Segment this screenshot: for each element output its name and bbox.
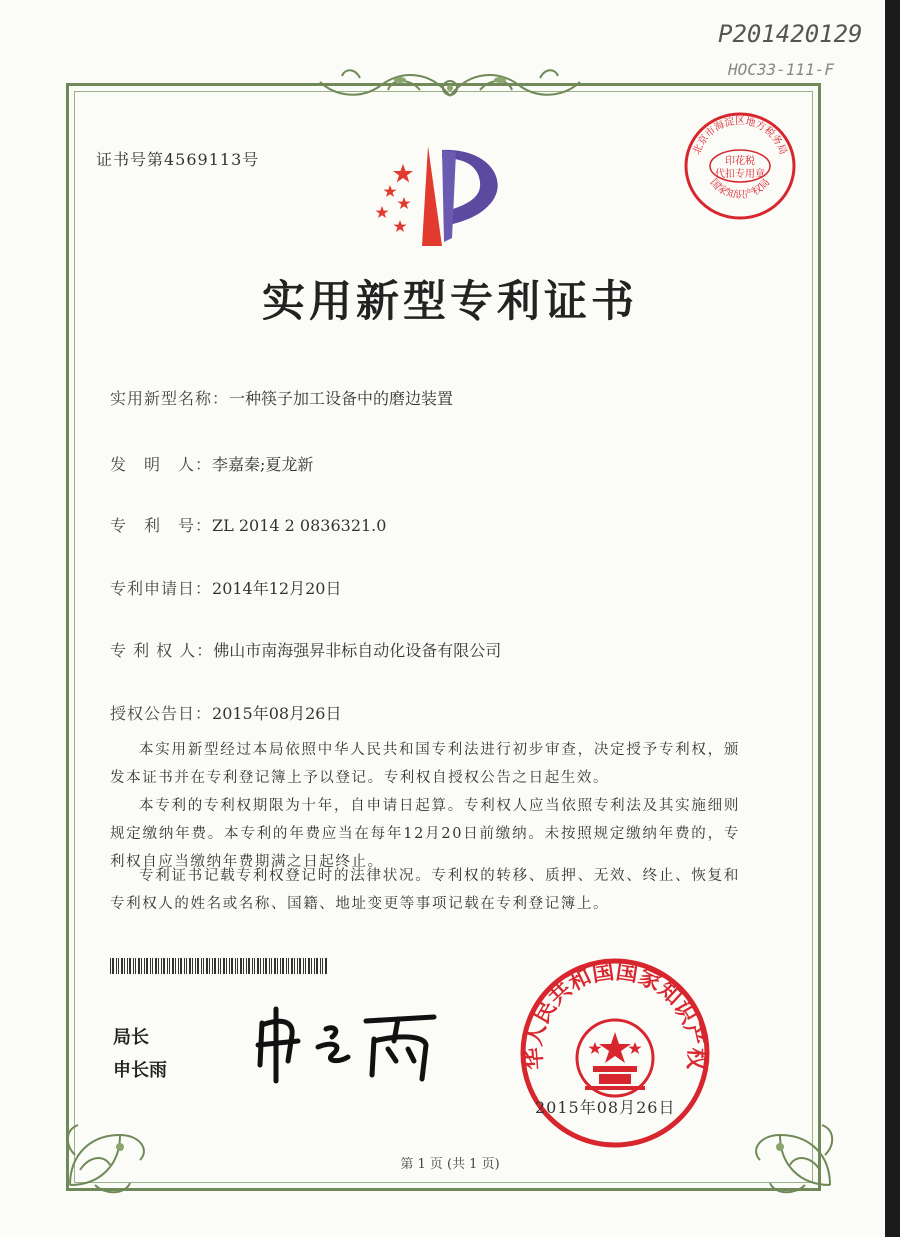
field-label: 实用新型名称： bbox=[110, 389, 230, 408]
svg-text:国家知识产权局: 国家知识产权局 bbox=[707, 177, 773, 202]
svg-text:北京市海淀区地方税务局: 北京市海淀区地方税务局 bbox=[691, 116, 789, 157]
document-title: 实用新型专利证书 bbox=[262, 277, 638, 327]
field-grant-announcement-date bbox=[110, 701, 341, 724]
field-utility-model-name bbox=[110, 386, 453, 409]
handwritten-reference: P201420129 bbox=[718, 20, 863, 48]
bottom-right-ornament bbox=[730, 1085, 850, 1205]
top-ornament bbox=[300, 60, 600, 108]
field-label: 专利申请日： bbox=[110, 579, 213, 598]
field-label: 专 利 号： bbox=[110, 516, 213, 535]
field-patent-number bbox=[110, 513, 386, 536]
bottom-left-ornament bbox=[50, 1085, 170, 1205]
body-paragraph-legal-status: 专利证书记载专利权登记时的法律状况。专利权的转移、质押、无效、终止、恢复和专利权人的姓名或名称、国籍、地址变更等事项记载在专利登记簿上。 bbox=[110, 868, 740, 912]
issue-date: 2015年08月26日 bbox=[535, 1098, 676, 1117]
field-label: 专 利 权 人： bbox=[110, 641, 214, 660]
field-value: 佛山市南海强昇非标自动化设备有限公司 bbox=[213, 641, 502, 660]
director-signature bbox=[248, 1005, 448, 1085]
field-value: 一种筷子加工设备中的磨边装置 bbox=[229, 389, 454, 408]
official-seal bbox=[515, 958, 715, 1152]
director-title: 局长 bbox=[113, 1027, 149, 1048]
barcode bbox=[110, 958, 330, 974]
patent-office-emblem-icon bbox=[370, 142, 515, 252]
director-name: 申长雨 bbox=[113, 1060, 167, 1081]
page-number: 第 1 页 (共 1 页) bbox=[400, 1157, 500, 1172]
field-value: 李嘉秦;夏龙新 bbox=[212, 455, 314, 474]
certificate-number: 证书号第4569113号 bbox=[96, 150, 260, 169]
body-paragraph-grant: 本实用新型经过本局依照中华人民共和国专利法进行初步审查，决定授予专利权，颁发本证书并在专利登记簿上予以登记。专利权自授权公告之日起生效。 bbox=[110, 742, 740, 786]
field-value: 2014年12月20日 bbox=[212, 579, 342, 598]
svg-text:印花税: 印花税 bbox=[725, 156, 755, 167]
field-label: 授权公告日： bbox=[110, 704, 213, 723]
field-value: 2015年08月26日 bbox=[212, 704, 342, 723]
body-paragraph-term: 本专利的专利权期限为十年，自申请日起算。专利权人应当依照专利法及其实施细则规定缴纳年费。本专利的年费应当在每年12月20日前缴纳。未按照规定缴纳年费的，专利权自应当缴纳年费期满之日起终止。 bbox=[110, 798, 740, 870]
svg-text:代扣专用章: 代扣专用章 bbox=[715, 169, 765, 180]
field-patentee bbox=[110, 638, 501, 661]
field-value: ZL 2014 2 0836321.0 bbox=[212, 516, 387, 535]
tax-stamp-seal bbox=[680, 108, 800, 227]
field-label: 发 明 人： bbox=[110, 455, 213, 474]
field-inventor bbox=[110, 452, 313, 475]
scan-edge bbox=[885, 0, 900, 1237]
handwritten-code: HOC33-111-F bbox=[728, 60, 834, 79]
field-application-date bbox=[110, 576, 341, 599]
svg-text:中华人民共和国国家知识产权局: 华人民共和国国家知识产权 bbox=[521, 959, 709, 1071]
